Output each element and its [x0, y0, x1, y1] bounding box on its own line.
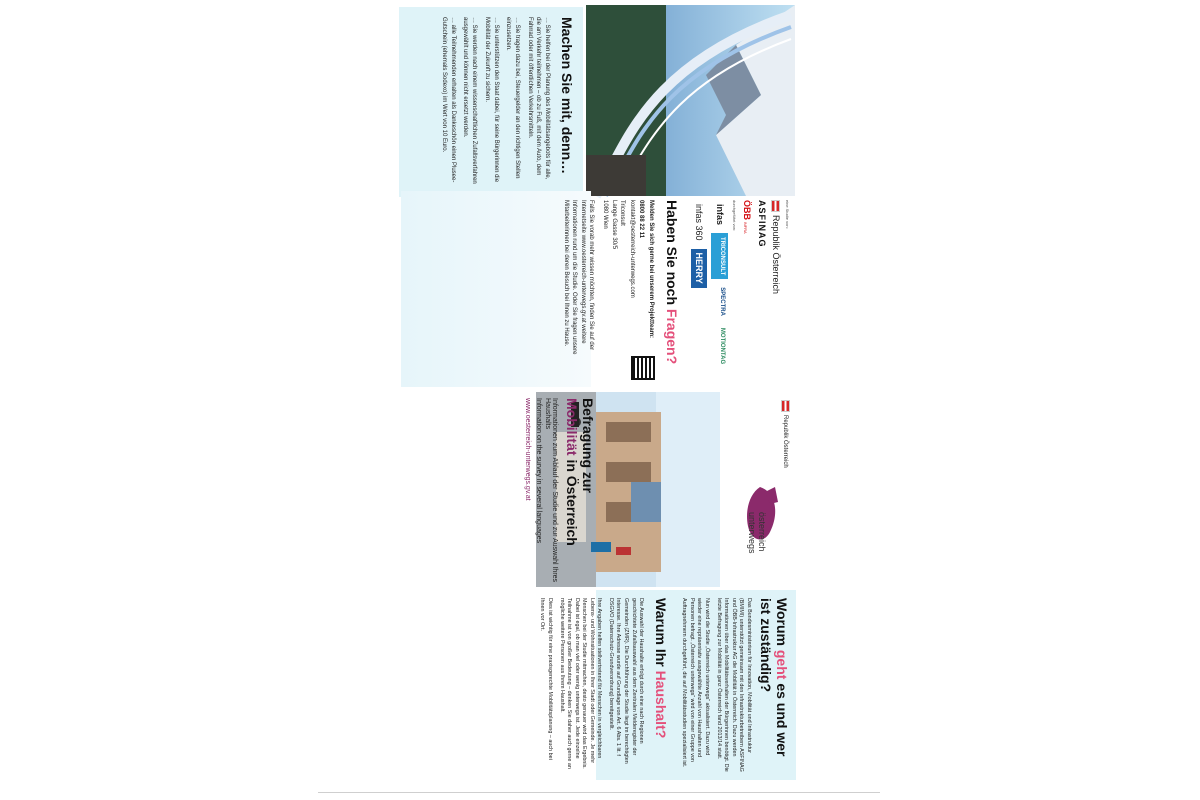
austria-flag-icon — [781, 400, 790, 412]
cover-info-de: Informationen zum Ablauf der Studie und zur Auswahl Ihres Haushalts — [543, 398, 558, 583]
panel-worum — [406, 590, 796, 780]
cover-brand: österreich unterwegs — [747, 512, 767, 554]
panel4-para2: Nun wird die Studie „Österreich unterwegs“ aktualisiert. Dazu wird wieder eine repräsentativ ausgewählte Anzahl von Haushalten und Personen befragt. „Österreich unterwegs“ wird von einer Gruppe von Auftragnehmern durchgeführt, die auf Mobilitätsstudien spezialisiert ist. — [681, 598, 710, 768]
cover-republik: Republik Österreich — [781, 400, 790, 579]
panel4-para4: Ihre Angaben helfen stellvertretend für Menschen in vergleichbaren Lebens- und Wohnsituationen in Ihrer Stadt oder Gemeinde. Je mehr Menschen bei der Studie mitmachen, desto genauer wird das Ergebnis. Dabei ist egal, ob man viel oder wenig unterwegs ist. Jede einzelne Teilnahme ist von großer Bedeutung – denken Sie daher auch gerne an mögliche weitere Personen aus Ihrem Haushalt. — [558, 598, 603, 769]
panel4-para3: Die Auswahl der Haushalte erfolgt durch eine nach Regionen geschichtete Zufallsauswahl aus dem Zentralen Melderegister der Gemeinden (ZMR). Die Durchführung der Studie liegt im berechtigten Interesse. Ihre Adresse wurde auf Grundlage von Art. 6 Abs. 1 lit. f DSGVO (Datenschutz-Grundverordnung) bereitgestellt. — [607, 598, 645, 764]
spectra-logo: SPECTRA — [719, 287, 726, 316]
panel-fragen-content — [401, 192, 796, 388]
panel4-para5: Dies ist wichtig für eine praxisgerechte Mobilitätsplanung – auch bei Ihnen vor Ort. — [539, 598, 553, 760]
contractor-logos — [691, 200, 728, 380]
panel1-bullet: … Sie helfen bei der Planung des Mobilitätsangebots für alle, die am Verkehr teilnehmen – ob zu Fuß, mit dem Auto, dem Fahrrad oder mit öffentlichen Verkehrsmitteln. — [526, 17, 550, 180]
republik-logo: Republik Österreich — [770, 200, 783, 380]
cover-url-link[interactable]: www.oesterreich-unterwegs.gv.at — [523, 398, 531, 501]
panel2-title: Haben Sie noch Fragen? — [663, 200, 680, 365]
infas-logo: infas — [715, 204, 726, 226]
infas360-logo: infas 360 — [694, 204, 705, 241]
panel1-bullet: … Sie unterstützen den Staat dabei, für seine Bürgerinnen die Mobilität der Zukunft zu sichern. — [483, 17, 499, 183]
more-info-text: Falls Sie vorab mehr wissen möchten, finden Sie auf der Internetseite www.oesterreich-unterwegs.gv.at weitere Informationen rund um die Studie. Oder Sie fragen unsere Mitarbeiterinnen bei deren Besuch bei Ihnen zu Hause. — [562, 200, 594, 355]
contact-company: Triconsult — [619, 200, 626, 226]
cover-title: Befragung zur Mobilität in Österreich — [563, 398, 596, 546]
herry-logo: HERRY — [691, 249, 708, 288]
panel4-title: Worum geht es und wer ist zuständig? — [757, 598, 790, 757]
contact-intro: Melden Sie sich gerne bei unserem Projektteam: — [648, 200, 655, 339]
contact-street: Lange Gasse 30/5 — [610, 200, 617, 250]
contact-city: 1080 Wien — [602, 200, 609, 229]
partners-label: eine Studie von: — [785, 200, 790, 229]
page-bottom-line — [318, 792, 880, 793]
panel-cover-text — [523, 392, 796, 587]
contact-phone[interactable]: 0800 88 22 11 — [637, 200, 644, 239]
panel1-bullet: … Sie werden nach einem wissenschaftlichen Zufallsverfahren ausgewählt und können nicht ersetzt werden. — [462, 17, 478, 184]
contractors-label: durchgeführt von: — [731, 200, 737, 232]
motiontag-logo: MOTIONTAG — [719, 327, 726, 365]
panel1-title: Machen Sie mit, denn… — [559, 17, 575, 175]
panel1-bullet: … alle Teilnehmenden erhalten als Dankeschön einen Plusee-Gutschein (ehemals Sodexo) im Wert von 10 Euro. — [441, 17, 456, 183]
cover-info-en: Information on the survey in several languages — [534, 398, 542, 544]
panel1-bullet-list — [439, 17, 551, 187]
alpine-train-photo — [586, 5, 795, 196]
contact-email[interactable]: kontakt@oesterreich-unterwegs.com — [629, 200, 636, 298]
qr-code-icon[interactable] — [631, 356, 655, 380]
panel4-subtitle: Warum Ihr Haushalt? — [652, 598, 669, 739]
asfinag-logo: ASFINAG — [756, 200, 767, 248]
panel1-bullet: … Sie tragen dazu bei, Steuergelder an den richtigen Stellen einzusetzen. — [505, 17, 520, 179]
panel4-para1: Das Bundesministerium für Innovation, Mobilität und Infrastruktur (BMIMI) unterstützt gemeinsam mit den Infrastrukturbetreibern ASFINAG und ÖBB-Infrastruktur AG die Mobilität in Österreich. Dazu werden Informationen über das Mobilitätsverhalten der Bürgerinnen benötigt. Die letzte Befragung zur Mobilität in ganz Österreich fand 2013/14 statt. — [715, 598, 752, 772]
panel-machen-sie-mit — [399, 7, 583, 197]
obb-logo: ÖBB INFRA — [742, 200, 753, 234]
austria-flag-icon — [771, 200, 780, 212]
triconsult-logo: TRICONSULT — [711, 233, 728, 279]
